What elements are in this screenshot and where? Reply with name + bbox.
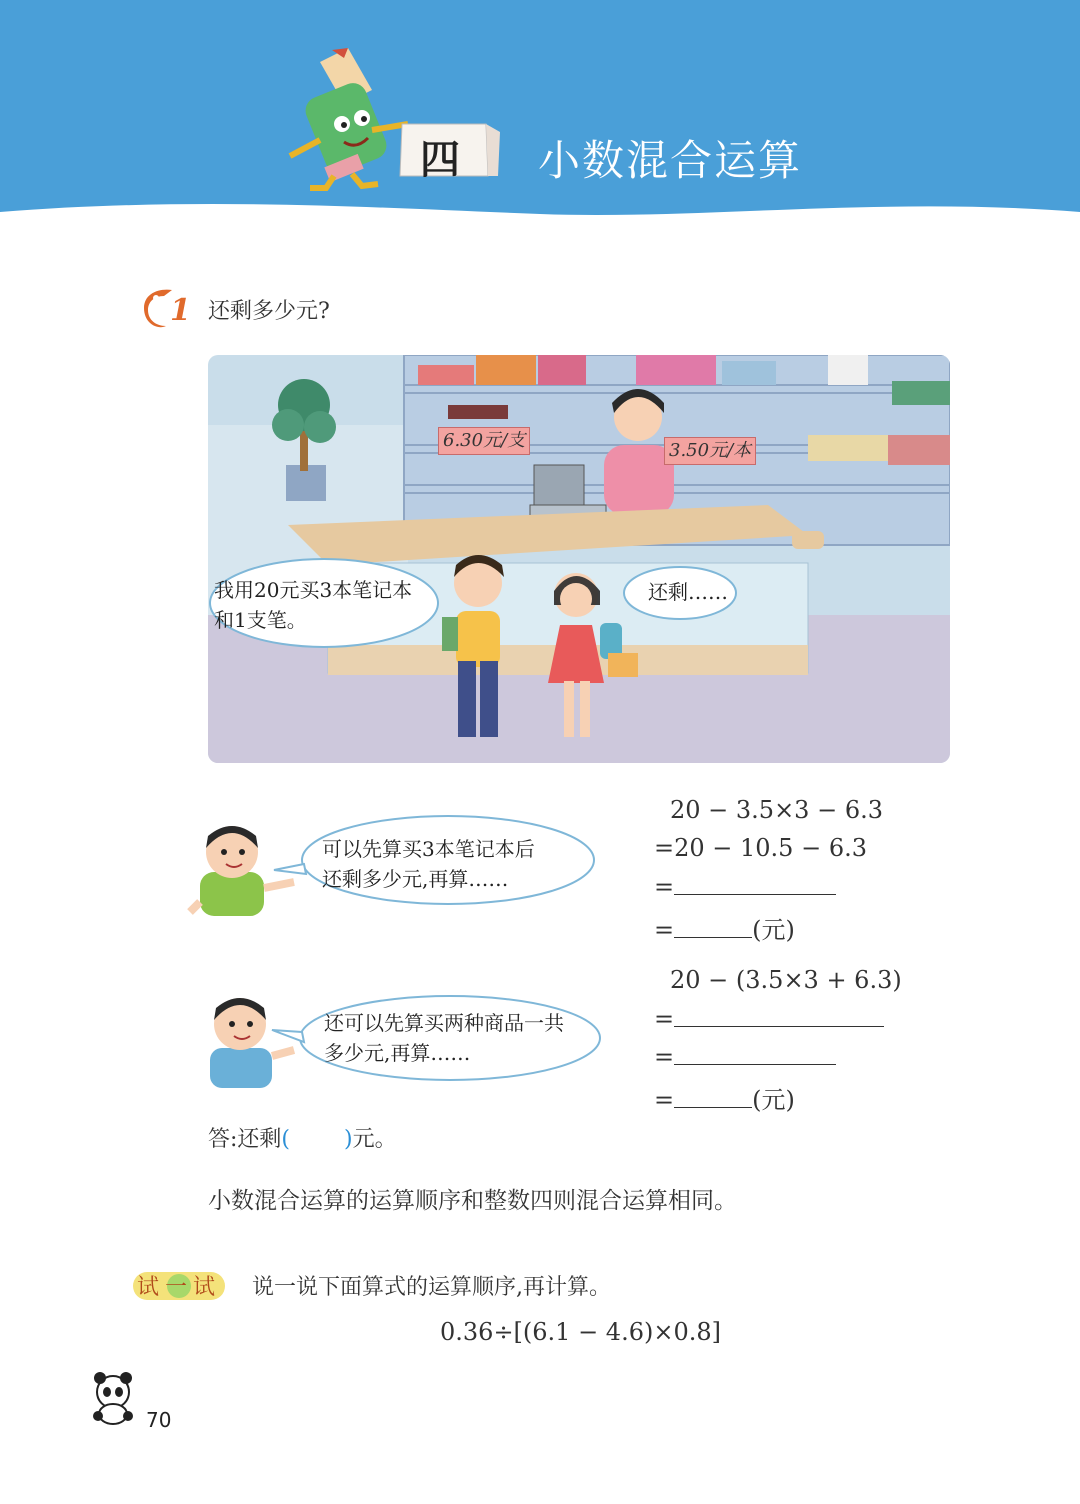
boy-speech-text <box>214 575 412 635</box>
try-it-badge <box>133 1270 225 1302</box>
method1-line-1: 20 − 3.5×3 − 6.3 <box>670 796 883 824</box>
example-number-badge <box>134 284 196 332</box>
answer-line <box>208 1122 397 1153</box>
shop-scene <box>208 355 950 763</box>
method1-speech-line-2: 还剩多少元,再算…… <box>322 867 509 891</box>
pen-price-tag: 6.30元/支 <box>438 427 530 455</box>
panda-icon <box>88 1372 138 1426</box>
try-it-label: 试一试 <box>137 1275 222 1300</box>
unit-label: (元) <box>752 1086 795 1114</box>
method1-speech-text <box>322 834 535 894</box>
method2-line-3: = <box>654 1042 836 1071</box>
shop-illustration <box>208 355 950 763</box>
try-it-instruction: 说一说下面算式的运算顺序,再计算。 <box>252 1275 611 1300</box>
method2-speech-line-1: 还可以先算买两种商品一共 <box>324 1011 564 1035</box>
unit-label: (元) <box>752 916 795 944</box>
answer-open-paren: ( <box>281 1127 291 1152</box>
method2-speech-line-2: 多少元,再算…… <box>324 1041 471 1065</box>
notebook-price-tag: 3.50元/本 <box>664 437 756 465</box>
answer-close-paren: ) <box>344 1127 353 1152</box>
method1-line-3: = <box>654 872 836 901</box>
answer-blank[interactable] <box>674 872 836 895</box>
method2-line-4: = (元) <box>654 1086 795 1114</box>
method1-speech-line-1: 可以先算买3本笔记本后 <box>322 837 535 861</box>
answer-prefix: 答:还剩 <box>208 1127 282 1152</box>
header-banner <box>0 0 1080 240</box>
example-number: 1 <box>170 293 191 328</box>
example-question: 还剩多少元? <box>208 299 330 324</box>
answer-blank[interactable] <box>674 1085 752 1108</box>
answer-blank[interactable] <box>674 1004 884 1027</box>
chapter-header <box>0 0 1080 240</box>
answer-suffix: 元。 <box>352 1127 397 1152</box>
chapter-title: 小数混合运算 <box>538 136 803 185</box>
rule-statement: 小数混合运算的运算顺序和整数四则混合运算相同。 <box>208 1188 737 1214</box>
boy-thinking-icon <box>210 998 294 1088</box>
answer-blank[interactable] <box>674 1042 836 1065</box>
girl-speech-text: 还剩…… <box>648 580 728 604</box>
method2-line-2: = <box>654 1004 884 1033</box>
try-it-expression: 0.36÷[(6.1 − 4.6)×0.8] <box>440 1318 721 1346</box>
method2-speech-text <box>324 1008 564 1068</box>
method1-line-4: = (元) <box>654 916 795 944</box>
method1-line-2: =20 − 10.5 − 6.3 <box>654 834 867 862</box>
page-number: 70 <box>146 1408 172 1432</box>
chapter-number: 四 <box>420 137 460 183</box>
boy-speech-line-2: 和1支笔。 <box>214 608 307 632</box>
answer-blank[interactable] <box>674 915 752 938</box>
method2-line-1: 20 − (3.5×3 + 6.3) <box>670 966 902 994</box>
boy-speech-line-1: 我用20元买3本笔记本 <box>214 578 413 602</box>
